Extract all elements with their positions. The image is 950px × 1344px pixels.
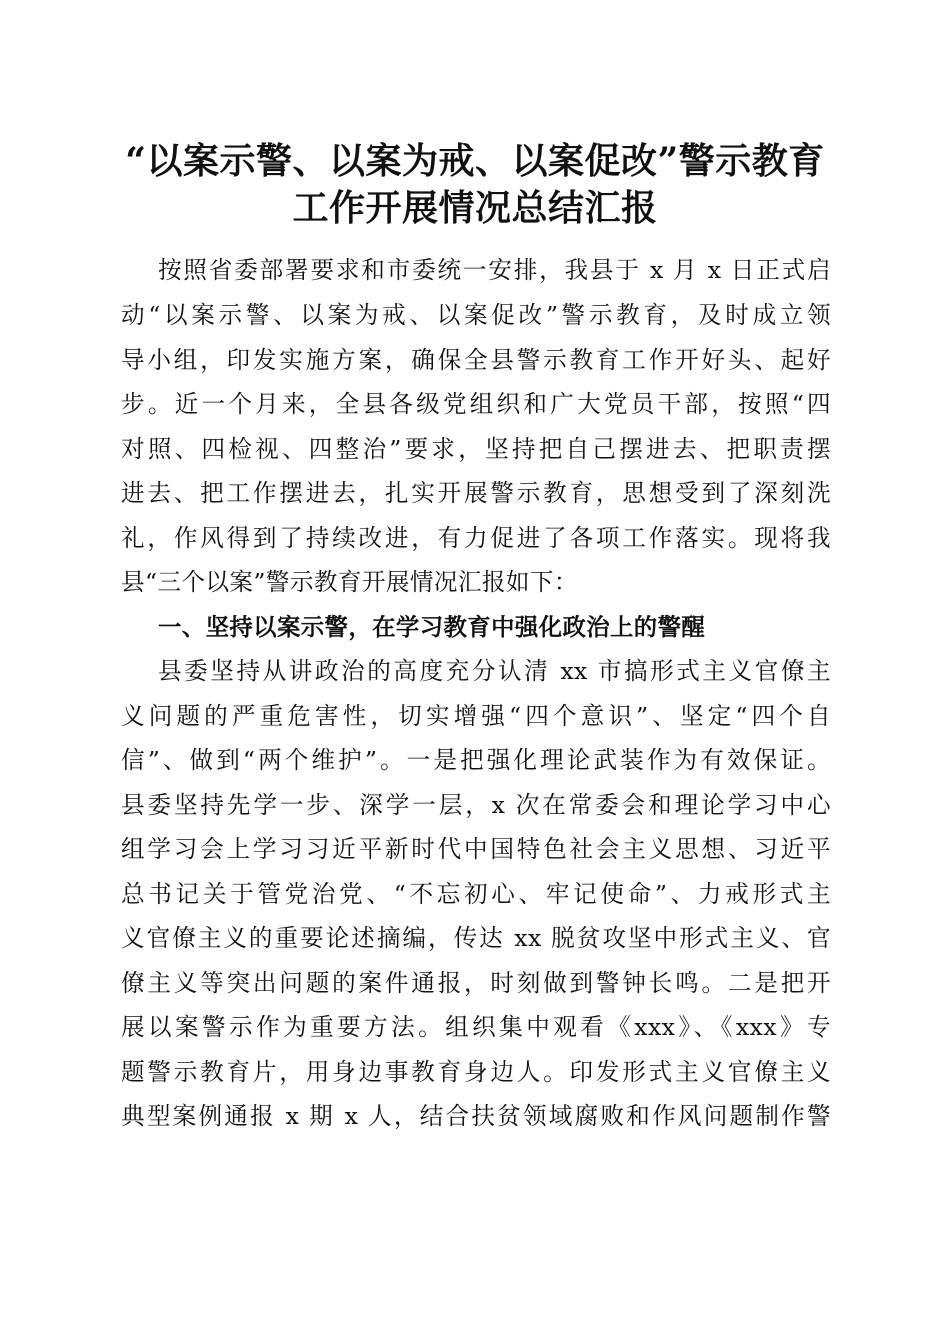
paragraph-line: 礼，作风得到了持续改进，有力促进了各项工作落实。现将我	[121, 524, 831, 552]
paragraph-line: 进去、把工作摆进去，扎实开展警示教育，思想受到了深刻洗	[121, 479, 831, 507]
paragraph-line: 典型案例通报 x 期 x 人，结合扶贫领域腐败和作风问题制作警	[121, 1102, 831, 1130]
paragraph-line: 组学习会上学习习近平新时代中国特色社会主义思想、习近平	[121, 835, 831, 863]
paragraph-line: 总书记关于管党治党、“不忘初心、牢记使命”、力戒形式主	[121, 880, 831, 908]
paragraph-line: 动“以案示警、以案为戒、以案促改”警示教育，及时成立领	[121, 301, 831, 329]
document-title-line-1: “以案示警、以案为戒、以案促改”警示教育	[125, 140, 825, 182]
paragraph-line: 展以案警示作为重要方法。组织集中观看《xxx》、《xxx》专	[121, 1013, 831, 1041]
paragraph-line: 义官僚主义的重要论述摘编，传达 xx 脱贫攻坚中形式主义、官	[121, 924, 831, 952]
paragraph-line: 步。近一个月来，全县各级党组织和广大党员干部，按照“四	[121, 390, 831, 418]
paragraph-line: 义问题的严重危害性，切实增强“四个意识”、坚定“四个自	[121, 702, 831, 730]
paragraph-line: 导小组，印发实施方案，确保全县警示教育工作开好头、起好	[121, 346, 831, 374]
document-title-line-2: 工作开展情况总结汇报	[292, 187, 658, 229]
paragraph-line: 县委坚持先学一步、深学一层，x 次在常委会和理论学习中心	[121, 791, 831, 819]
paragraph-line: 信”、做到“两个维护”。一是把强化理论武装作为有效保证。	[121, 746, 831, 774]
paragraph-line: 僚主义等突出问题的案件通报，时刻做到警钟长鸣。二是把开	[121, 969, 831, 997]
section-heading: 一、坚持以案示警，在学习教育中强化政治上的警醒	[158, 613, 706, 641]
paragraph-line: 县“三个以案”警示教育开展情况汇报如下：	[121, 568, 578, 596]
paragraph-line: 县委坚持从讲政治的高度充分认清 xx 市搞形式主义官僚主	[158, 657, 831, 685]
paragraph-line: 按照省委部署要求和市委统一安排，我县于 x 月 x 日正式启	[158, 256, 831, 284]
paragraph-line: 题警示教育片，用身边事教育身边人。印发形式主义官僚主义	[121, 1058, 831, 1086]
paragraph-line: 对照、四检视、四整治”要求，坚持把自己摆进去、把职责摆	[121, 435, 831, 463]
